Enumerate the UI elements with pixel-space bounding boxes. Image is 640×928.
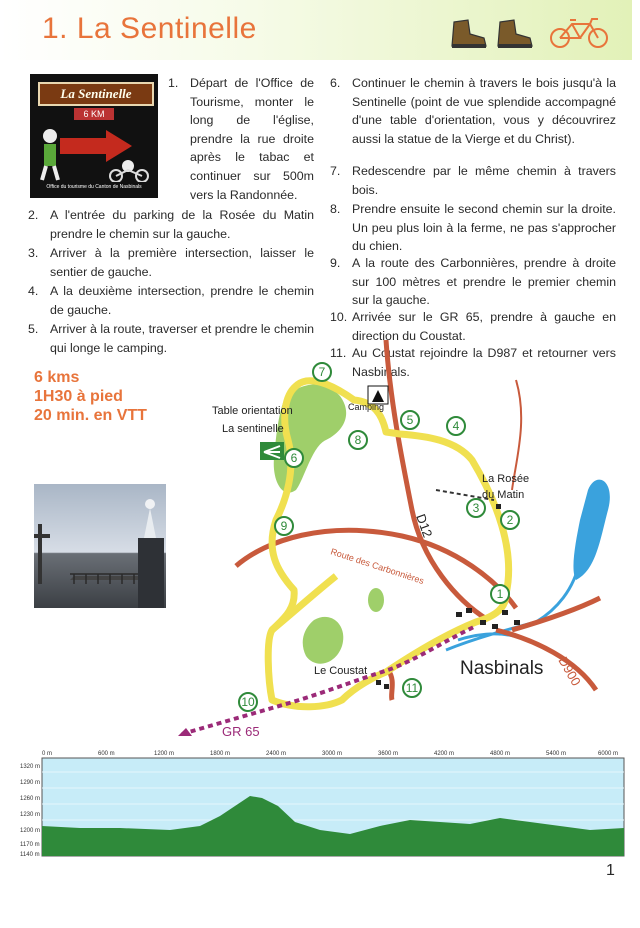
x-tick-label: 3600 m bbox=[378, 751, 399, 757]
waypoint-marker-2 bbox=[501, 511, 519, 529]
step-number: 10. bbox=[330, 310, 348, 324]
walk-time: 1H30 à pied bbox=[34, 388, 123, 405]
trail-logo-distance: 6 KM bbox=[74, 108, 114, 120]
step-text: Redescendre par le même chemin à travers bois. bbox=[352, 164, 616, 197]
bike-time: 20 min. en VTT bbox=[34, 407, 147, 424]
waypoint-marker-8 bbox=[349, 431, 367, 449]
x-tick-label: 0 m bbox=[42, 751, 53, 757]
step-text: A la route des Carbonnières, prendre à droite sur 100 mètres et prendre le premier chemin sur la gauche. bbox=[352, 256, 616, 308]
trail-logo bbox=[30, 74, 158, 198]
waypoint-marker-5 bbox=[401, 411, 419, 429]
waypoint-marker-9 bbox=[275, 517, 293, 535]
page-number: 1 bbox=[606, 862, 615, 879]
y-tick-label: 1260 m bbox=[20, 796, 41, 802]
bicycle-icon bbox=[551, 19, 607, 47]
step-text: Continuer le chemin à travers le bois jusqu'à la Sentinelle (point de vue splendide accompagné d'une table d'orientation, vous y découvrirez aussi la statue de la Vierge et du Christ). bbox=[352, 76, 616, 146]
gr65-arrow-icon bbox=[178, 728, 192, 736]
x-tick-label: 4800 m bbox=[490, 751, 511, 757]
x-tick-label: 1800 m bbox=[210, 751, 231, 757]
waypoint-marker-1 bbox=[491, 585, 509, 603]
step-number: 5. bbox=[28, 322, 39, 336]
step-item bbox=[28, 282, 314, 320]
svg-text:7: 7 bbox=[318, 365, 326, 379]
y-tick-label: 1290 m bbox=[20, 780, 41, 786]
profile-y-ticks bbox=[20, 764, 40, 858]
forest-area bbox=[368, 588, 384, 612]
hiking-boot-icon bbox=[452, 20, 486, 48]
elevation-profile bbox=[20, 746, 626, 858]
hiker-and-cyclist-illustration bbox=[36, 122, 152, 182]
rosee-label: La Rosée bbox=[482, 473, 530, 485]
waypoint-marker-10 bbox=[239, 693, 257, 711]
svg-text:8: 8 bbox=[354, 433, 362, 447]
step-number: 9. bbox=[330, 256, 341, 270]
step-item bbox=[330, 200, 616, 256]
profile-x-ticks bbox=[42, 751, 618, 757]
x-tick-label: 5400 m bbox=[546, 751, 567, 757]
step-number: 8. bbox=[330, 202, 341, 216]
step-number: 6. bbox=[330, 76, 341, 90]
step-item bbox=[330, 162, 616, 200]
waypoint-marker-6 bbox=[285, 449, 303, 467]
x-tick-label: 4200 m bbox=[434, 751, 455, 757]
y-tick-label: 1140 m bbox=[20, 852, 40, 858]
y-tick-label: 1200 m bbox=[20, 828, 41, 834]
step-number: 2. bbox=[28, 208, 39, 222]
waypoint-marker-11 bbox=[403, 679, 421, 697]
carbonnieres-label: Route des Carbonnières bbox=[329, 546, 426, 587]
x-tick-label: 600 m bbox=[98, 751, 115, 757]
route-stats bbox=[34, 368, 147, 425]
step-item bbox=[28, 206, 314, 244]
x-tick-label: 2400 m bbox=[266, 751, 287, 757]
step-item bbox=[330, 74, 616, 168]
step-text: Arriver à la route, traverser et prendre le chemin qui longe le camping. bbox=[50, 322, 314, 355]
camping-label: Camping bbox=[348, 402, 385, 412]
svg-text:11: 11 bbox=[405, 681, 419, 695]
y-tick-label: 1320 m bbox=[20, 764, 41, 770]
d12-label: D12 bbox=[413, 511, 436, 540]
coustat-label: Le Coustat bbox=[314, 665, 368, 677]
waypoint-marker-3 bbox=[467, 499, 485, 517]
waypoint-marker-4 bbox=[447, 417, 465, 435]
svg-text:2: 2 bbox=[506, 513, 514, 527]
y-tick-label: 1170 m bbox=[20, 842, 40, 848]
step-text: A la deuxième intersection, prendre le chemin de gauche. bbox=[50, 284, 314, 317]
statue-and-cross-image bbox=[34, 484, 166, 608]
step-number: 7. bbox=[330, 164, 341, 178]
step-item bbox=[28, 244, 314, 282]
svg-text:4: 4 bbox=[452, 419, 460, 433]
header-band bbox=[0, 0, 632, 60]
step-text: Arriver à la première intersection, laisser le sentier de gauche. bbox=[50, 246, 314, 279]
table-orientation-label: Table orientation bbox=[212, 405, 293, 417]
rosee-label: du Matin bbox=[482, 489, 525, 501]
x-tick-label: 6000 m bbox=[598, 751, 619, 757]
step-number: 11. bbox=[330, 346, 347, 360]
d900-label: D900 bbox=[555, 654, 584, 689]
svg-text:10: 10 bbox=[241, 695, 255, 709]
waypoint-marker-7 bbox=[313, 363, 331, 381]
trail-map bbox=[176, 340, 632, 750]
route-distance: 6 kms bbox=[34, 369, 80, 386]
step-text: Prendre ensuite le second chemin sur la droite. Un peu plus loin à la ferme, ne pas s'approcher du chien. bbox=[352, 202, 616, 254]
gr65-label: GR 65 bbox=[222, 724, 260, 739]
step-number: 4. bbox=[28, 284, 39, 298]
x-tick-label: 3000 m bbox=[322, 751, 343, 757]
sentinelle-label: La sentinelle bbox=[222, 423, 284, 435]
step-text: Départ de l'Office de Tourisme, monter le long de l'église, prendre la rue droite après le tabac et continuer sur 500m vers la Randonnée. bbox=[190, 76, 314, 202]
sentinel-statue-photo bbox=[34, 484, 166, 608]
step-item bbox=[168, 74, 314, 204]
step-item bbox=[330, 254, 616, 310]
svg-text:5: 5 bbox=[406, 413, 414, 427]
svg-text:3: 3 bbox=[472, 501, 480, 515]
y-tick-label: 1230 m bbox=[20, 812, 41, 818]
step-number: 1. bbox=[168, 76, 179, 90]
hiking-boot-icon bbox=[498, 20, 532, 48]
trail-logo-credit: Office du tourisme du Canton de Nasbinals bbox=[46, 184, 142, 190]
road-east bbox=[512, 598, 600, 630]
step-number: 3. bbox=[28, 246, 39, 260]
activity-icons bbox=[448, 14, 620, 50]
svg-text:9: 9 bbox=[280, 519, 288, 533]
page-title: 1. La Sentinelle bbox=[42, 12, 257, 45]
step-text: Arrivée sur le GR 65, prendre à gauche en direction du Coustat. bbox=[352, 310, 616, 343]
svg-text:6: 6 bbox=[290, 451, 298, 465]
step-text: A l'entrée du parking de la Rosée du Matin prendre le chemin sur la gauche. bbox=[50, 208, 314, 241]
trail-logo-name: La Sentinelle bbox=[38, 82, 154, 106]
svg-text:1: 1 bbox=[496, 587, 504, 601]
step-text: Au Coustat rejoindre la D987 et retourner vers Nasbinals. bbox=[352, 346, 616, 379]
x-tick-label: 1200 m bbox=[154, 751, 175, 757]
nasbinals-label: Nasbinals bbox=[460, 658, 544, 679]
forest-area bbox=[303, 617, 344, 664]
